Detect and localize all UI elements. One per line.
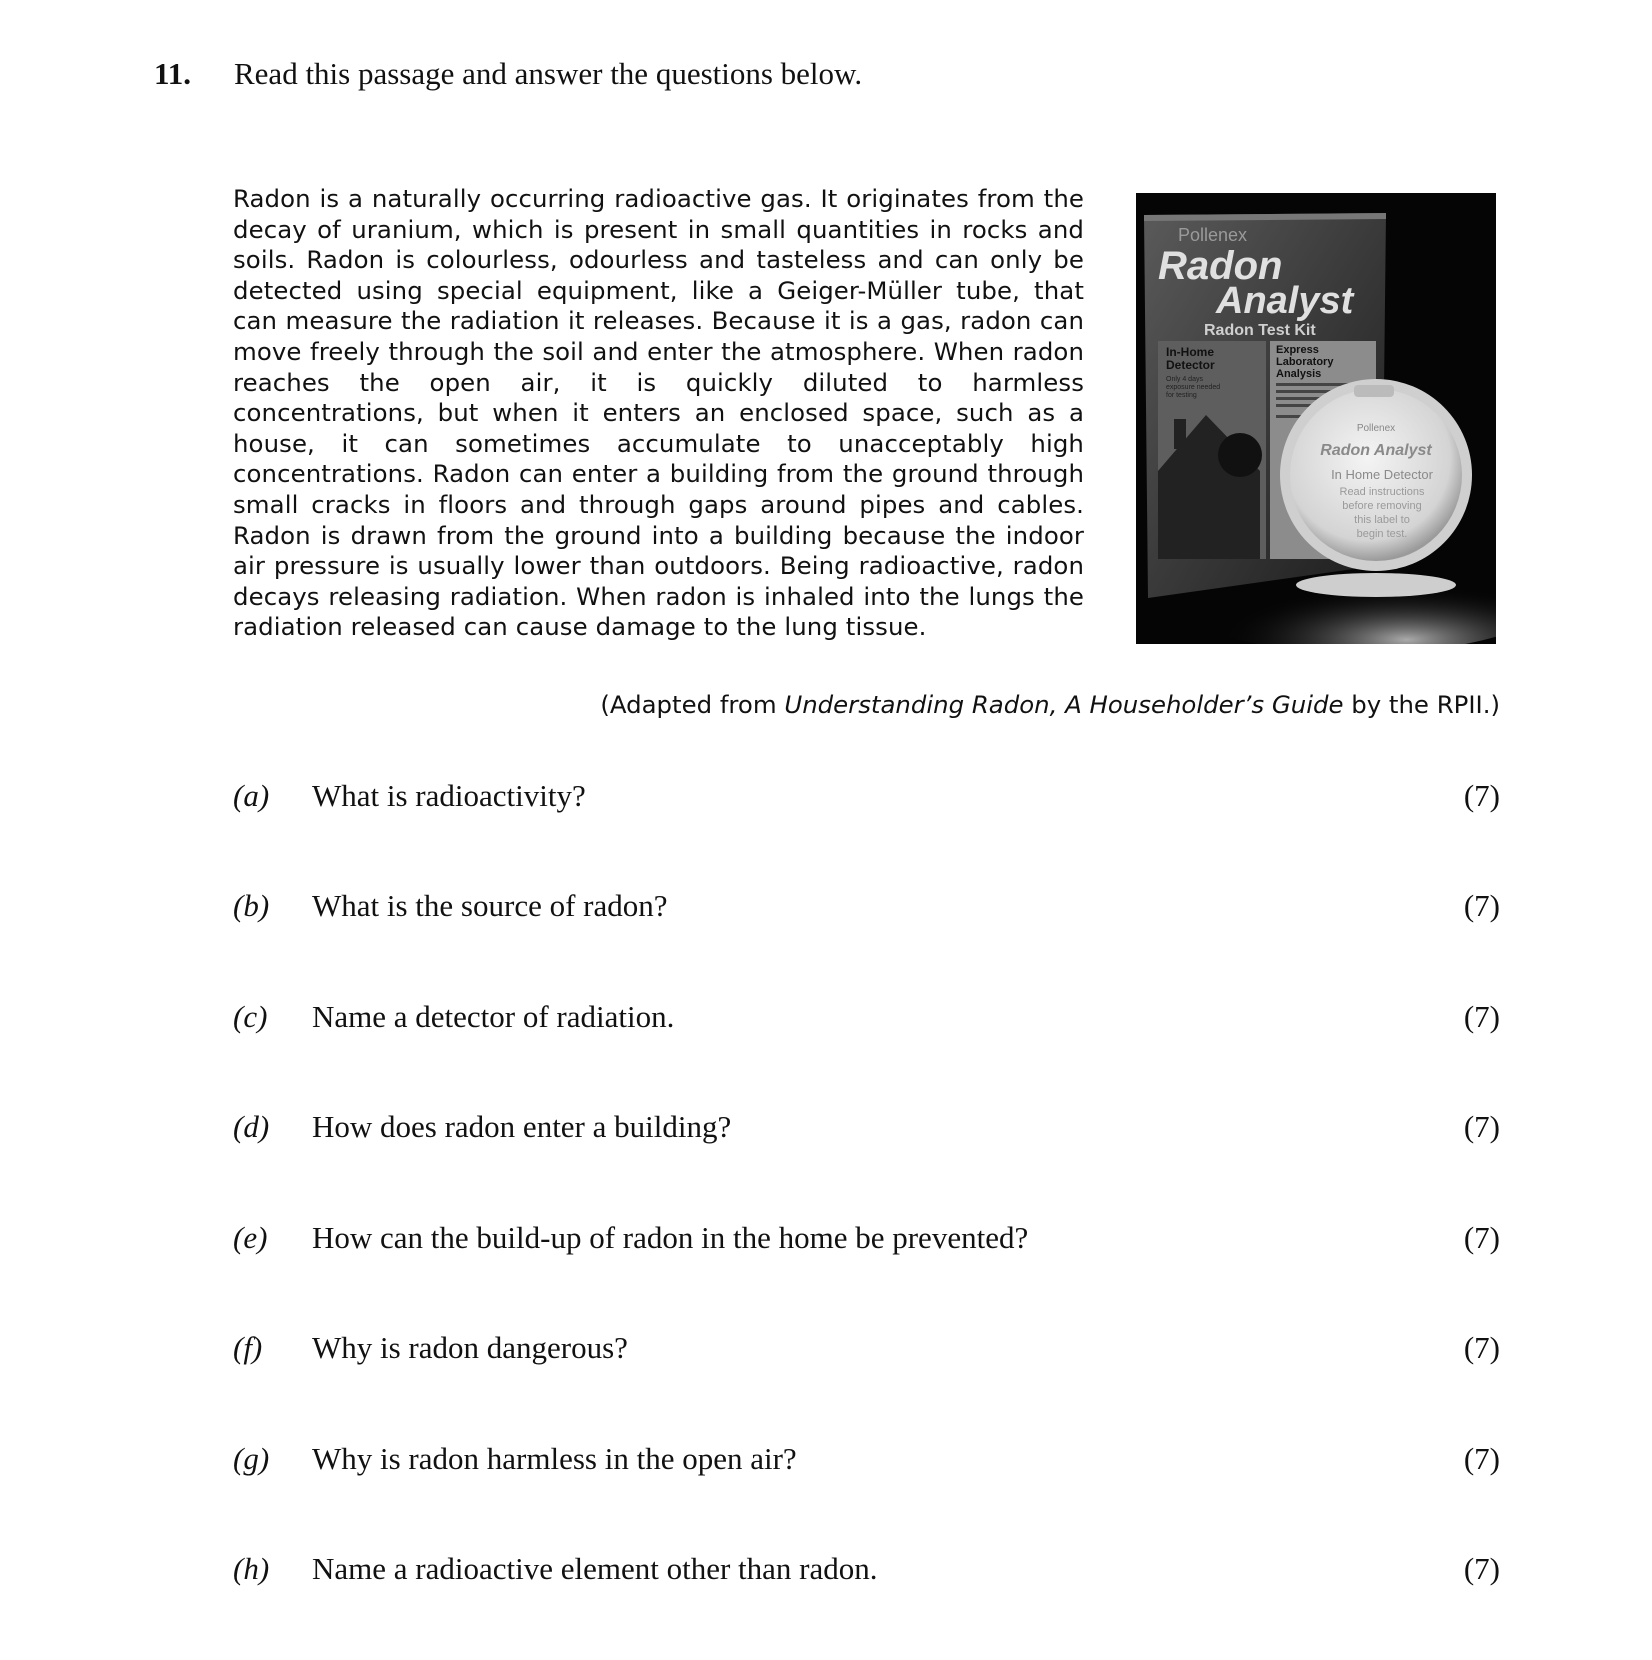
disc-subtitle: In Home Detector	[1331, 467, 1433, 482]
part-marks: (7)	[1463, 1220, 1500, 1255]
part-text: Why is radon harmless in the open air?	[312, 1441, 797, 1476]
box-kit-label: Radon Test Kit	[1204, 322, 1316, 339]
passage-text: Radon is a naturally occurring radioactive gas. It originates from the decay of uranium, which is present in small quantities in rocks and soils. Radon is colourless, odourless and tasteless and can only be detected using special equipment, like a Geiger-Müller tube, that can measure the radiation it releases. Because it is a gas, radon can move freely through the soil and enter the atmosphere. When radon reaches the open air, it is quickly diluted to harmless concentrations, but when it enters an enclosed space, such as a house, it can sometimes accumulate to unacceptably high concentrations. Radon can enter a building from the ground through small cracks in floors and through gaps around pipes and cables. Radon is drawn from the ground into a building because the indoor air pressure is usually lower than outdoors. Being radioactive, radon decays releasing radiation. When radon is inhaled into the lungs the radiation released can cause damage to the lung tissue.	[233, 184, 1084, 642]
question-instruction: Read this passage and answer the questions below.	[234, 56, 863, 91]
box-brand: Pollenex	[1178, 225, 1248, 245]
right-panel-heading-3: Analysis	[1276, 368, 1322, 380]
part-marks: (7)	[1463, 1441, 1500, 1476]
part-text: Why is radon dangerous?	[312, 1330, 628, 1365]
part-label: (d)	[233, 1109, 270, 1144]
part-label: (h)	[233, 1551, 270, 1586]
question-part-h	[233, 1551, 1500, 1591]
left-panel-note-2: exposure needed	[1166, 384, 1221, 391]
left-panel-note-3: for testing	[1166, 392, 1197, 399]
part-marks: (7)	[1463, 778, 1500, 813]
part-label: (e)	[233, 1220, 268, 1255]
box-title-analyst: Analyst	[1216, 280, 1354, 322]
part-text: How does radon enter a building?	[312, 1109, 732, 1144]
question-number: 11.	[154, 56, 192, 91]
part-text: How can the build-up of radon in the home be prevented?	[312, 1220, 1029, 1255]
right-panel-heading-1: Express	[1276, 344, 1319, 356]
question-part-c	[233, 999, 1500, 1039]
disc-note-4: begin test.	[1356, 528, 1408, 540]
part-marks: (7)	[1463, 888, 1500, 923]
part-label: (a)	[233, 778, 270, 813]
part-marks: (7)	[1463, 999, 1500, 1034]
box-title-radon: Radon	[1158, 244, 1283, 288]
part-text: What is radioactivity?	[312, 778, 586, 813]
question-part-e	[233, 1220, 1500, 1260]
kit-sticker-badge	[1218, 433, 1262, 477]
part-label: (c)	[233, 999, 268, 1034]
part-label: (g)	[233, 1441, 270, 1476]
disc-title: Radon Analyst	[1320, 442, 1432, 459]
source-title: Understanding Radon, A Householder’s Guide	[784, 690, 1344, 719]
source-prefix: (Adapted from	[600, 690, 785, 719]
part-marks: (7)	[1463, 1109, 1500, 1144]
question-part-a	[233, 778, 1500, 818]
part-label: (b)	[233, 888, 270, 923]
right-panel-heading-2: Laboratory	[1276, 356, 1334, 368]
radon-test-kit-photo	[1136, 193, 1496, 644]
part-marks: (7)	[1463, 1551, 1500, 1586]
disc-brand: Pollenex	[1356, 423, 1396, 434]
disc-note-2: before removing	[1342, 500, 1422, 512]
source-suffix: by the RPII.)	[1343, 690, 1500, 719]
left-panel-heading-1: In-Home	[1166, 345, 1214, 359]
question-part-g	[233, 1441, 1500, 1481]
question-part-f	[233, 1330, 1500, 1370]
part-text: What is the source of radon?	[312, 888, 668, 923]
disc-note-3: this label to	[1354, 514, 1410, 526]
part-text: Name a detector of radiation.	[312, 999, 675, 1034]
part-text: Name a radioactive element other than radon.	[312, 1551, 878, 1586]
disc-note-1: Read instructions	[1339, 486, 1425, 498]
left-panel-note-1: Only 4 days	[1166, 376, 1203, 383]
part-marks: (7)	[1463, 1330, 1500, 1365]
question-part-d	[233, 1109, 1500, 1149]
question-part-b	[233, 888, 1500, 928]
radon-kit-illustration	[1136, 193, 1496, 644]
passage-source	[600, 690, 1500, 719]
left-panel-heading-2: Detector	[1166, 358, 1215, 372]
part-label: (f)	[233, 1330, 263, 1365]
